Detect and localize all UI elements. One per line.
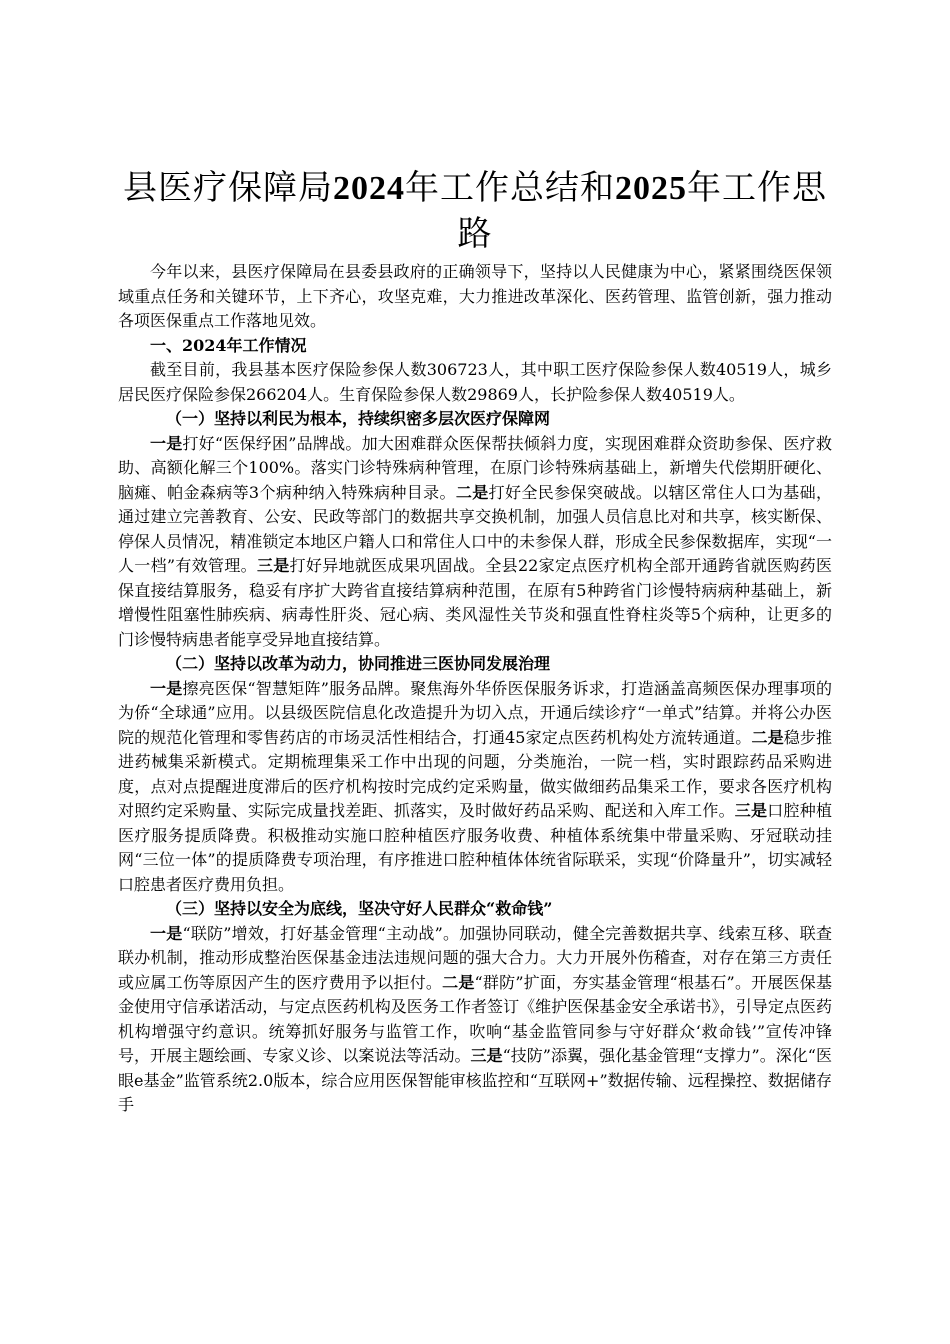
paragraph-text: 打好全民参保突破战。以辖区常住人口为基础，通过建立完善教育、公安、民政等部门的数据共享交换机制，加强人员信息比对和共享，核实断保、停保人员情况，精准锁定本地区户籍人口和常住人口中的未参保人群，形成全民参保数据库，实现“一人一档”有效管理。 — [118, 482, 832, 575]
subsection-2-paragraph — [118, 677, 832, 898]
paragraph-text: “联防”增效，打好基金管理“主动战”。加强协同联动，健全完善数据共享、线索互移、联查联办机制，推动形成整治医保基金违法违规问题的强大合力。大力开展外伤稽查，对存在第三方责任或应属工伤等原因产生的医疗费用予以拒付。 — [118, 923, 832, 992]
subsection-3-heading: （三）坚持以安全为底线，坚决守好人民群众“救命钱” — [166, 899, 553, 918]
subsection-1-paragraph — [118, 432, 832, 653]
lead-marker: 一是 — [150, 433, 183, 453]
paragraph-text: 口腔种植医疗服务提质降费。积极推动实施口腔种植医疗服务收费、种植体系统集中带量采购、牙冠联动挂网“三位一体”的提质降费专项治理，有序推进口腔种植体体统省际联采，实现“价降量升”，切实减轻口腔患者医疗费用负担。 — [118, 801, 832, 894]
section-1-paragraph: 截至目前，我县基本医疗保险参保人数306723人，其中职工医疗保险参保人数40519人，城乡居民医疗保险参保266204人。生育保险参保人数29869人，长护险参保人数40519人。 — [118, 360, 832, 404]
lead-marker: 三是 — [470, 1046, 503, 1065]
section-1-heading: 一、2024年工作情况 — [150, 335, 307, 355]
title-part-1: 县医疗保障局 — [123, 170, 333, 207]
lead-marker: 一是 — [150, 678, 183, 698]
paragraph-text: 打好异地就医成果巩固战。全县22家定点医疗机构全部开通跨省就医购药医保直接结算服务，稳妥有序扩大跨省直接结算病种范围，在原有5种跨省门诊慢特病病种基础上，新增慢性阻塞性肺疾病、病毒性肝炎、冠心病、类风湿性关节炎和强直性脊柱炎等5个病种，让更多的门诊慢特病患者能享受异地直接结算。 — [118, 556, 832, 649]
subsection-3-paragraph — [118, 922, 832, 1118]
paragraph-text: “技防”添翼，强化基金管理“支撑力”。深化“医眼e基金”监管系统2.0版本，综合应用医保智能审核监控和“互联网+”数据传输、远程操控、数据储存手 — [118, 1046, 832, 1114]
subsection-1-heading: （一）坚持以利民为根本，持续织密多层次医疗保障网 — [166, 409, 551, 428]
lead-marker: 二是 — [455, 482, 489, 502]
lead-marker: 二是 — [442, 972, 475, 992]
paragraph-text: 擦亮医保“智慧矩阵”服务品牌。聚焦海外华侨医保服务诉求，打造涵盖高频医保办理事项的为侨“全球通”应用。以县级医院信息化改造提升为切入点，开通后续诊疗“一单式”结算。并将公办医院的规范化管理和零售药店的市场灵活性相结合，打通45家定点医药机构处方流转通道。 — [118, 678, 832, 747]
paragraph-text: 打好“医保纾困”品牌战。加大困难群众医保帮扶倾斜力度，实现困难群众资助参保、医疗救助、高额化解三个100%。落实门诊特殊病种管理，在原门诊特殊病基础上，新增失代偿期肝硬化、脑瘫、帕金森病等3个病种纳入特殊病种目录。 — [118, 433, 832, 502]
document-title — [118, 166, 832, 258]
title-part-2: 年工作总结和 — [405, 170, 615, 207]
title-year-1: 2024 — [333, 170, 405, 207]
document-page — [118, 166, 832, 1118]
subsection-2-heading: （二）坚持以改革为动力，协同推进三医协同发展治理 — [166, 654, 551, 673]
paragraph-text: “群防”扩面，夯实基金管理“根基石”。开展医保基金使用守信承诺活动，与定点医药机构及医务工作者签订《维护医保基金安全承诺书》，引导定点医药机构增强守约意识。统筹抓好服务与监管工作，吹响“基金监管同参与守好群众‘救命钱’”宣传冲锋号，开展主题绘画、专家义诊、以案说法等活动。 — [118, 972, 832, 1065]
lead-marker: 三是 — [734, 801, 768, 820]
title-year-2: 2025 — [615, 170, 687, 207]
paragraph-text: 稳步推进药械集采新模式。定期梳理集采工作中出现的问题，分类施治，一院一档，实时跟踪药品采购进度，点对点提醒进度滞后的医疗机构按时完成约定采购量，做实做细药品集采工作，要求各医疗机构对照约定采购量、实际完成量找差距、抓落实，及时做好药品采购、配送和入库工作。 — [118, 727, 832, 820]
lead-marker: 三是 — [257, 556, 290, 575]
lead-marker: 一是 — [150, 923, 183, 943]
intro-paragraph: 今年以来，县医疗保障局在县委县政府的正确领导下，坚持以人民健康为中心，紧紧围绕医保领域重点任务和关键环节，上下齐心，攻坚克难，大力推进改革深化、医药管理、监管创新，强力推动各项医保重点工作落地见效。 — [118, 262, 832, 330]
title-part-3: 年工作思路 — [457, 170, 827, 253]
lead-marker: 二是 — [751, 727, 784, 747]
